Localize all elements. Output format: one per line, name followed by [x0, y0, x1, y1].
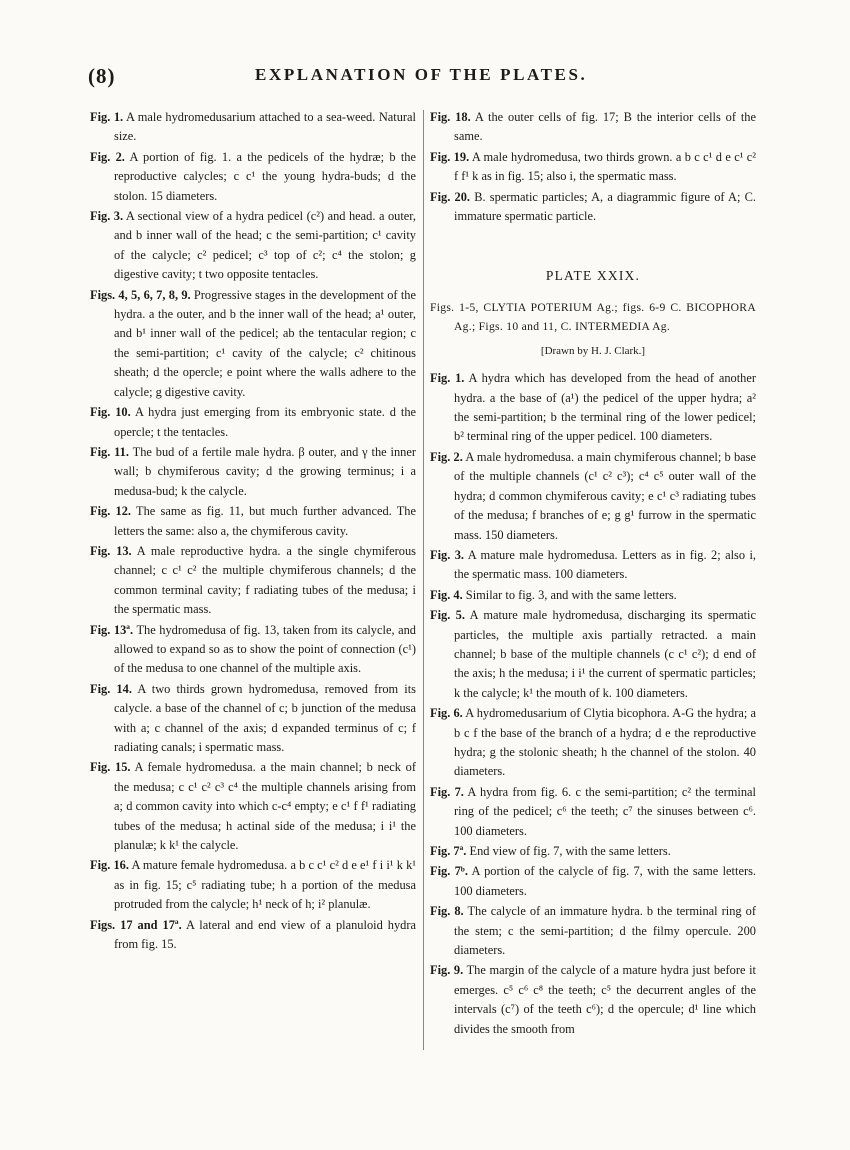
figure-description: The bud of a fertile male hydra. β outer, and γ the inner wall; b chymiferous cavity; d the growing terminus; i a medusa-bud; k the calycle. [114, 444, 416, 498]
figure-entry [90, 108, 416, 147]
running-title: EXPLANATION OF THE PLATES. [255, 65, 588, 84]
right-column [430, 108, 756, 1040]
figure-description: A male hydromedusarium attached to a sea-weed. Natural size. [114, 110, 416, 144]
right-column-top-entries [430, 108, 756, 226]
figure-label: Fig. 13ª. [90, 622, 134, 637]
figure-description: The hydromedusa of fig. 13, taken from its calycle, and allowed to expand so as to show the point of connection (c¹) of the medusa to one channel of the multiple axis. [114, 622, 417, 676]
figure-label: Fig. 7. [430, 784, 464, 799]
figure-description: The margin of the calycle of a mature hydra just before it emerges. c⁵ c⁶ c⁸ the teeth; c⁵ the decurrent angles of the intervals (c⁷) of the teeth c⁶); d the opercule; d¹ line which divides the smooth from [454, 963, 756, 1036]
figure-description: A male hydromedusa, two thirds grown. a b c c¹ d e c¹ c² f f¹ k as in fig. 15; also i, the spermatic mass. [454, 149, 757, 184]
figure-label: Fig. 4. [430, 587, 463, 602]
figure-description: A sectional view of a hydra pedicel (c²) and head. a outer, and b inner wall of the head; c the semi-partition; c¹ cavity of the calycle; c² pedicel; c³ top of c²; c⁴ the stolon; g digestive cavity; t two opposite tentacles. [114, 209, 416, 282]
figure-entry [430, 783, 756, 841]
figure-description: A hydra from fig. 6. c the semi-partition; c² the terminal ring of the pedicel; c⁶ the teeth; c⁷ the sinuses between c⁶. 100 diameters. [454, 784, 756, 838]
right-column-bottom-entries [430, 369, 756, 1039]
figure-label: Fig. 14. [90, 681, 132, 696]
figure-entry [90, 502, 416, 541]
figure-entry [90, 207, 416, 285]
figure-label: Fig. 8. [430, 904, 464, 919]
figure-entry [430, 704, 756, 782]
figure-description: A female hydromedusa. a the main channel; b neck of the medusa; c c¹ c² c³ c⁴ the multiple channels arising from a; d common cavity into which c-c⁴ empty; e c¹ f f¹ radiating tubes of the medusa; h actinal side of the medusa; i i¹ the planulæ; k k¹ the calycle. [114, 760, 416, 853]
figure-entry [90, 680, 416, 758]
figure-entry [430, 148, 756, 187]
figure-label: Fig. 13. [90, 543, 132, 558]
figure-entry [90, 148, 416, 206]
figure-entry [430, 606, 756, 703]
figure-description: A hydra just emerging from its embryonic state. d the opercle; t the tentacles. [114, 405, 417, 439]
figure-entry [90, 758, 416, 855]
figure-label: Fig. 2. [430, 449, 463, 464]
figure-entry [430, 902, 756, 960]
figure-label: Fig. 5. [430, 608, 465, 623]
figure-entry [430, 108, 756, 147]
figure-description: A hydra which has developed from the head of another hydra. a the base of (a¹) the pedicel of the upper hydra; a² the semi-partition; b the terminal ring of the lower pedicel; b² terminal ring of the upper pedicel. 100 diameters. [454, 371, 756, 444]
figure-description: A mature male hydromedusa, discharging its spermatic particles, the multiple axis partially retracted. a main channel; b base of the multiple channels (c c¹ c²); d end of the axis; h the medusa; i i¹ the current of spermatic particles; k the calycle; k¹ the mouth of k. 100 diameters. [454, 608, 756, 700]
figure-description: A the outer cells of fig. 17; B the interior cells of the same. [454, 110, 756, 144]
plate-subtitle: Figs. 1-5, CLYTIA POTERIUM Ag.; figs. 6-9 C. BICOPHORA Ag.; Figs. 10 and 11, C. INTERMEDIA Ag. [430, 300, 756, 333]
figure-label: Fig. 7ᵇ. [430, 864, 468, 879]
figure-description: A portion of the calycle of fig. 7, with the same letters. 100 diameters. [454, 864, 756, 898]
figure-entry [90, 443, 416, 501]
figure-description: The same as fig. 11, but much further advanced. The letters the same: also a, the chymiferous cavity. [114, 504, 416, 538]
figure-description: Similar to fig. 3, and with the same letters. [462, 587, 677, 602]
figure-label: Fig. 6. [430, 706, 463, 721]
figure-label: Fig. 1. [430, 371, 465, 386]
figure-description: The calycle of an immature hydra. b the terminal ring of the stem; c the semi-partition; d the filmy opercule. 200 diameters. [454, 904, 756, 958]
figure-entry [430, 546, 756, 585]
figure-label: Fig. 3. [430, 547, 465, 562]
figure-entry [430, 369, 756, 447]
plate-heading: PLATE XXIX. [545, 268, 641, 284]
figure-description: A hydromedusarium of Clytia bicophora. A-G the hydra; a b c f the base of the branch of a hydra; d e the reproductive hydra; g the stolonic sheath; h the channel of the stolon. 40 diameters. [454, 706, 756, 779]
figure-label: Fig. 18. [430, 110, 471, 124]
figure-description: Progressive stages in the development of the hydra. a the outer, and b the inner wall of the head; a¹ outer, and b¹ inner wall of the pedicel; ab the tentacular region; c the semi-partition; c¹ cavity of the calycle; c² chitinous sheath; d the opercle; e point where the walls adhere to the calycle; g digestive cavity. [114, 287, 416, 399]
figure-entry [90, 856, 416, 914]
figure-label: Fig. 3. [90, 209, 124, 224]
figure-entry [90, 916, 416, 955]
figure-label: Fig. 9. [430, 963, 464, 978]
figure-label: Fig. 15. [90, 760, 131, 775]
figure-label: Fig. 10. [90, 405, 131, 420]
figure-description: A male reproductive hydra. a the single chymiferous channel; c c¹ c² the multiple chymiferous channels; d the common terminal cavity; f radiating tubes of the medusa; i the spermatic mass. [114, 543, 416, 617]
figure-label: Fig. 11. [90, 444, 129, 459]
figure-description: A lateral and end view of a planuloid hydra from fig. 15. [114, 917, 416, 952]
figure-entry [430, 586, 756, 605]
figure-entry [90, 286, 416, 402]
figure-entry [430, 961, 756, 1039]
figure-label: Figs. 4, 5, 6, 7, 8, 9. [90, 287, 191, 302]
figure-description: A male hydromedusa. a main chymiferous channel; b base of the multiple channels (c¹ c² c³); c⁴ c⁵ outer wall of the hydra; d common chymiferous cavity; e c¹ c³ radiating tubes of the medusa; f branches of e; g g¹ furrow in the spermatic mass. 150 diameters. [454, 449, 756, 542]
figure-entry [430, 862, 756, 901]
left-column [90, 108, 416, 955]
figure-label: Figs. 17 and 17ª. [90, 917, 182, 932]
figure-label: Fig. 20. [430, 189, 470, 204]
figure-label: Fig. 7ª. [430, 844, 467, 858]
figure-entry [430, 188, 756, 227]
column-divider [423, 110, 424, 1050]
figure-description: End view of fig. 7, with the same letters. [466, 844, 671, 858]
figure-description: A portion of fig. 1. a the pedicels of the hydræ; b the reproductive calycles; c c¹ the young hydra-buds; d the stolon. 15 diameters. [114, 149, 416, 203]
figure-description: B. spermatic particles; A, a diagrammic figure of A; C. immature spermatic particle. [454, 189, 756, 224]
figure-label: Fig. 19. [430, 149, 470, 164]
figure-entry [430, 448, 756, 545]
figure-label: Fig. 1. [90, 110, 124, 124]
figure-entry [430, 842, 756, 861]
figure-description: A two thirds grown hydromedusa, removed from its calycle. a base of the channel of c; b junction of the medusa with a; c channel of the axis; d expanded terminus of c; f radiating canals; i spermatic mass. [114, 681, 416, 754]
figure-label: Fig. 12. [90, 504, 132, 519]
figure-description: A mature female hydromedusa. a b c c¹ c² d e e¹ f i i¹ k k¹ as in fig. 15; c⁵ radiating tube; h a portion of the medusa protruded from the calycle; h¹ neck of h; i² planulæ. [114, 858, 416, 912]
figure-entry [90, 542, 416, 620]
figure-label: Fig. 16. [90, 858, 129, 873]
figure-description: A mature male hydromedusa. Letters as in fig. 2; also i, the spermatic mass. 100 diameters. [454, 547, 756, 582]
figure-entry [90, 403, 416, 442]
page-number: (8) [88, 64, 116, 88]
drawn-by-credit: [Drawn by H. J. Clark.] [540, 344, 646, 357]
figure-entry [90, 621, 416, 679]
figure-label: Fig. 2. [90, 149, 125, 164]
